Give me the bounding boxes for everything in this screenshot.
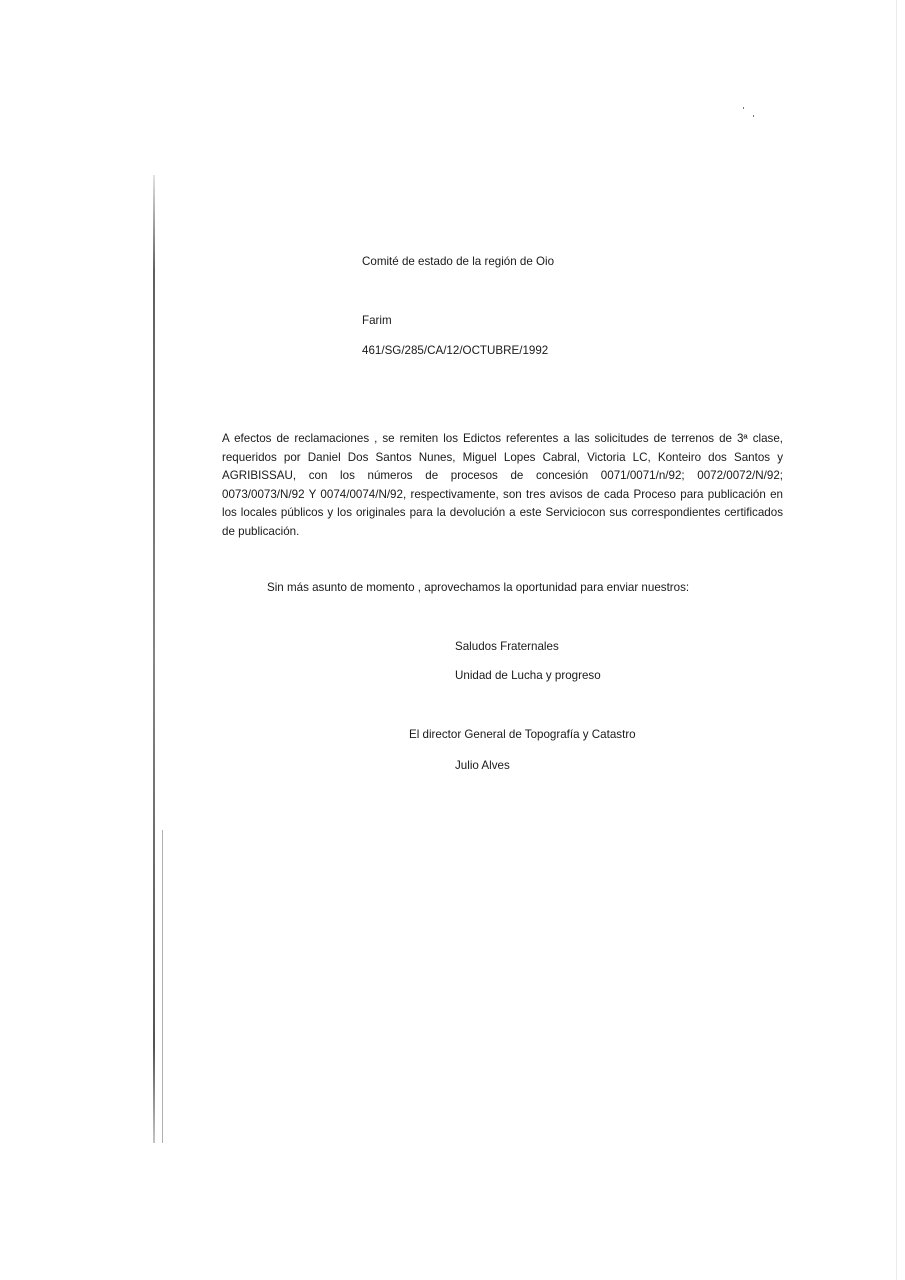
scan-speck (743, 107, 744, 109)
signatory-name: Julio Alves (455, 759, 510, 772)
scan-speck (753, 115, 754, 117)
motto-line: Unidad de Lucha y progreso (455, 669, 601, 682)
closing-sentence: Sin más asunto de momento , aprovechamos la oportunidad para enviar nuestros: (267, 581, 690, 594)
signatory-role: El director General de Topografía y Catastro (409, 728, 636, 741)
scan-right-edge (896, 0, 897, 1280)
greeting-line: Saludos Fraternales (455, 640, 559, 653)
scan-binding-edge (153, 175, 155, 1143)
organization-heading: Comité de estado de la región de Oio (362, 255, 555, 268)
letter-body-paragraph: A efectos de reclamaciones , se remiten los Edictos referentes a las solicitudes de terrenos de 3ª clase, requeridos por Daniel Dos Santos Nunes, Miguel Lopes Cabral, Victoria LC, Konteiro dos Santos y AGRIBISSAU, con los números de procesos de concesión 0071/0071/n/92; 0072/0072/N/92; 0073/0073/N/92 Y 0074/0074/N/92, respectivamente, son tres avisos de cada Proceso para publicación en los locales públicos y los originales para la devolución a este Serviciocon sus correspondientes certificados de publicación. (222, 432, 783, 538)
scan-binding-edge-secondary (162, 830, 163, 1143)
reference-number: 461/SG/285/CA/12/OCTUBRE/1992 (362, 344, 549, 357)
city-line: Farim (362, 314, 392, 327)
